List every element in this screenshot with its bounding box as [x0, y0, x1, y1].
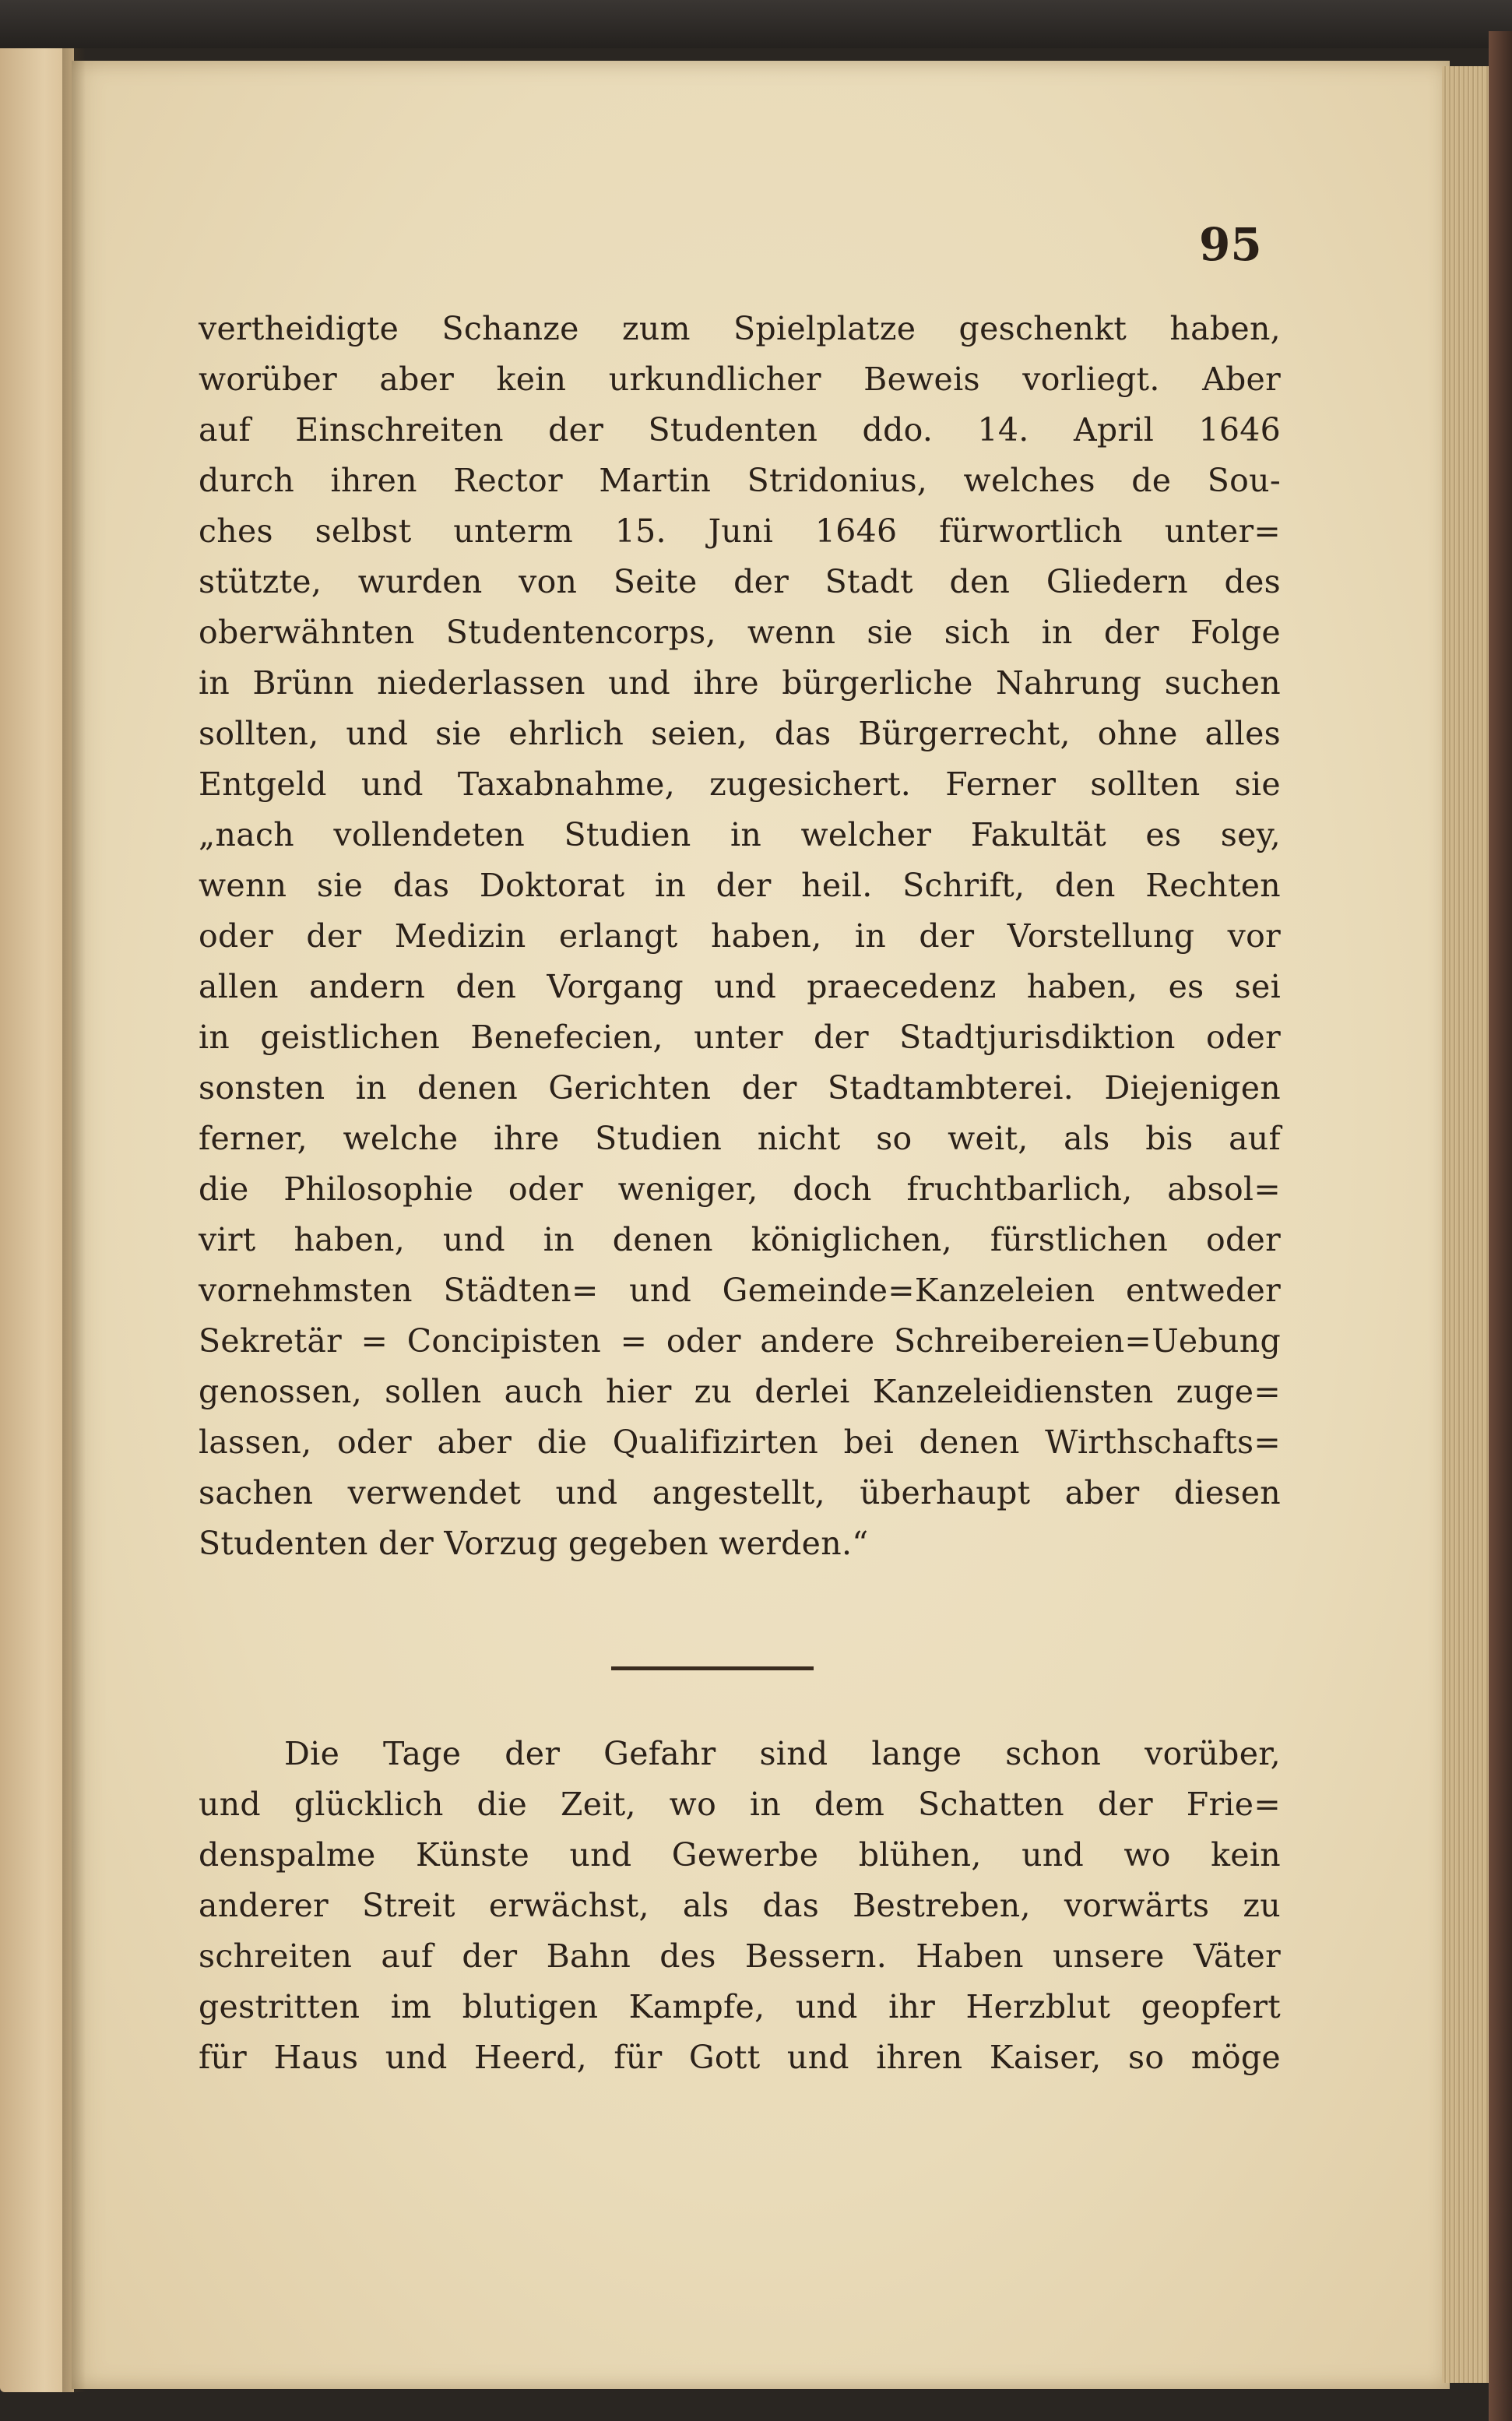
text-line: vornehmsten Städten= und Gemeinde=Kanzeleien entweder	[199, 1272, 1281, 1309]
text-line: wenn sie das Doktorat in der heil. Schrift, den Rechten	[199, 867, 1281, 904]
text-line: durch ihren Rector Martin Stridonius, welches de Sou-	[199, 462, 1281, 499]
text-line: ferner, welche ihre Studien nicht so weit, als bis auf	[199, 1120, 1281, 1157]
text-line: gestritten im blutigen Kampfe, und ihr Herzblut geopfert	[199, 1988, 1281, 2025]
text-line: vertheidigte Schanze zum Spielplatze geschenkt haben,	[199, 310, 1281, 347]
text-line: und glücklich die Zeit, wo in dem Schatten der Frie=	[199, 1786, 1281, 1823]
text-line: oberwähnten Studentencorps, wenn sie sich in der Folge	[199, 614, 1281, 651]
text-line: ches selbst unterm 15. Juni 1646 fürwortlich unter=	[199, 512, 1281, 550]
paragraph-1	[199, 304, 1281, 1569]
text-line: sachen verwendet und angestellt, überhaupt aber diesen	[199, 1474, 1281, 1511]
text-line: stützte, wurden von Seite der Stadt den Gliedern des	[199, 563, 1281, 600]
page-gutter-shadow	[62, 48, 86, 2392]
text-line: in Brünn niederlassen und ihre bürgerliche Nahrung suchen	[199, 664, 1281, 702]
text-line: sonsten in denen Gerichten der Stadtambterei. Diejenigen	[199, 1069, 1281, 1107]
page-stack-edges	[1442, 66, 1489, 2383]
section-divider	[611, 1666, 814, 1670]
text-line: Die Tage der Gefahr sind lange schon vorüber,	[284, 1735, 1281, 1772]
text-line: in geistlichen Benefecien, unter der Stadtjurisdiktion oder	[199, 1019, 1281, 1056]
text-line: allen andern den Vorgang und praecedenz haben, es sei	[199, 968, 1281, 1005]
text-line: oder der Medizin erlangt haben, in der Vorstellung vor	[199, 917, 1281, 955]
page-number: 95	[1199, 218, 1262, 271]
text-line: „nach vollendeten Studien in welcher Fakultät es sey,	[199, 816, 1281, 853]
text-line: auf Einschreiten der Studenten ddo. 14. April 1646	[199, 411, 1281, 449]
text-line: Sekretär = Concipisten = oder andere Schreibereien=Uebung	[199, 1322, 1281, 1360]
book-cover-edge	[1489, 31, 1512, 2421]
scan-background-top	[0, 0, 1512, 48]
text-line: virt haben, und in denen königlichen, fürstlichen oder	[199, 1221, 1281, 1258]
text-line: Studenten der Vorzug gegeben werden.“	[199, 1525, 869, 1562]
text-line: Entgeld und Taxabnahme, zugesichert. Ferner sollten sie	[199, 765, 1281, 803]
text-line: genossen, sollen auch hier zu derlei Kanzeleidiensten zuge=	[199, 1373, 1281, 1410]
text-line: lassen, oder aber die Qualifizirten bei denen Wirthschafts=	[199, 1423, 1281, 1461]
text-line: die Philosophie oder weniger, doch fruchtbarlich, absol=	[199, 1170, 1281, 1208]
text-line: schreiten auf der Bahn des Bessern. Haben unsere Väter	[199, 1937, 1281, 1975]
text-line: sollten, und sie ehrlich seien, das Bürgerrecht, ohne alles	[199, 715, 1281, 752]
text-line: worüber aber kein urkundlicher Beweis vorliegt. Aber	[199, 361, 1281, 398]
text-line: denspalme Künste und Gewerbe blühen, und wo kein	[199, 1836, 1281, 1874]
paragraph-2	[199, 1729, 1281, 2083]
text-line: anderer Streit erwächst, als das Bestreben, vorwärts zu	[199, 1887, 1281, 1924]
text-line: für Haus und Heerd, für Gott und ihren Kaiser, so möge	[199, 2039, 1281, 2076]
